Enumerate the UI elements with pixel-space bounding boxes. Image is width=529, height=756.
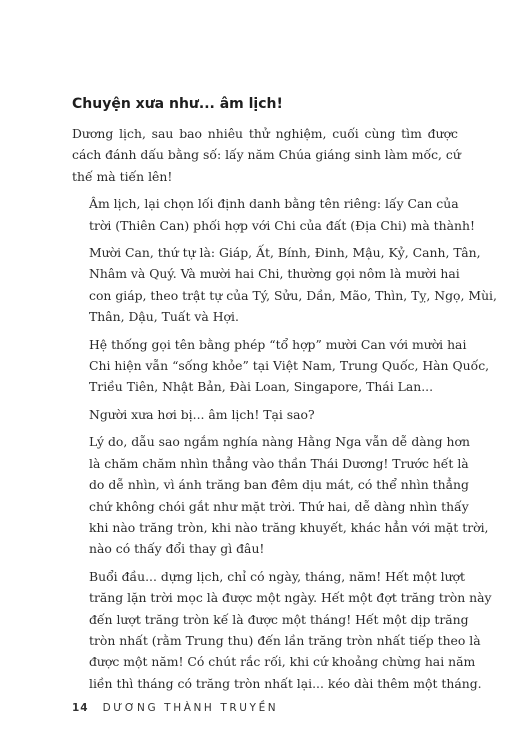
text-line: Hệ thống gọi tên bằng phép “tổ hợp” mười Can với mười hai	[89, 336, 467, 352]
text-line: Mười Can, thứ tự là: Giáp, Ất, Bính, Đinh, Mậu, Kỷ, Canh, Tân,	[89, 245, 481, 261]
text-line: Chi hiện vẫn “sống khỏe” tại Việt Nam, Trung Quốc, Hàn Quốc,	[89, 358, 490, 374]
text-line: Người xưa hơi bị... âm lịch! Tại sao?	[89, 406, 315, 422]
paragraph-1	[72, 123, 461, 187]
text-line: khi nào trăng tròn, khi nào trăng khuyết, khác hẳn với mặt trời,	[89, 519, 489, 535]
paragraph-4	[72, 334, 490, 398]
text-line: Nhâm và Quý. Và mười hai Chi, thường gọi nôm là mười hai	[89, 266, 460, 282]
text-line: Lý do, dẫu sao ngắm nghía nàng Hằng Nga vẫn dễ dàng hơn	[89, 434, 470, 450]
text-line: Buổi đầu... dựng lịch, chỉ có ngày, tháng, năm! Hết một lượt	[89, 568, 466, 584]
text-line: được một năm! Có chút rắc rối, khi cứ khoảng chừng hai năm	[89, 654, 476, 670]
text-line: do dễ nhìn, vì ánh trăng ban đêm dịu mát, có thể nhìn thẳng	[89, 477, 469, 493]
paragraph-2	[72, 193, 475, 236]
text-line: Âm lịch, lại chọn lối định danh bằng tên riêng: lấy Can của	[89, 196, 459, 212]
book-page	[72, 0, 497, 756]
paragraph-7	[72, 566, 492, 694]
text-line: chứ không chói gắt như mặt trời. Thứ hai, dễ dàng nhìn thấy	[89, 498, 469, 514]
text-line: là chăm chăm nhìn thẳng vào thần Thái Dương! Trước hết là	[89, 455, 469, 471]
text-line: trời (Thiên Can) phối hợp với Chi của đất (Địa Chi) mà thành!	[89, 217, 475, 233]
page-number: 14	[72, 702, 89, 714]
text-line: Triều Tiên, Nhật Bản, Đài Loan, Singapore, Thái Lan...	[89, 379, 434, 395]
section-heading: Chuyện xưa như... âm lịch!	[72, 96, 283, 112]
body-text	[72, 123, 497, 700]
text-line: đến lượt trăng tròn kế là được một tháng! Hết một dịp trăng	[89, 611, 469, 627]
text-line: nào có thấy đổi thay gì đâu!	[89, 541, 265, 557]
text-line: con giáp, theo trật tự của Tý, Sửu, Dần, Mão, Thìn, Tỵ, Ngọ, Mùi,	[89, 287, 497, 303]
page-footer	[72, 702, 278, 714]
text-line: liền thì tháng có trăng tròn nhất lại... kéo dài thêm một tháng.	[89, 675, 482, 691]
author-name: DƯƠNG THÀNH TRUYỀN	[102, 702, 279, 714]
text-line: trăng lặn trời mọc là được một ngày. Hết một đợt trăng tròn này	[89, 590, 492, 606]
text-line: thế mà tiến lên!	[72, 168, 173, 184]
text-line: Dương lịch, sau bao nhiêu thử nghiệm, cuối cùng tìm được	[72, 126, 458, 141]
text-line: Thân, Dậu, Tuất và Hợi.	[89, 309, 239, 325]
paragraph-6	[72, 431, 489, 559]
text-line: tròn nhất (rằm Trung thu) đến lần trăng tròn nhất tiếp theo là	[89, 632, 481, 648]
text-line: cách đánh dấu bằng số: lấy năm Chúa giáng sinh làm mốc, cứ	[72, 147, 461, 163]
paragraph-3	[72, 242, 497, 328]
paragraph-5	[72, 404, 458, 425]
